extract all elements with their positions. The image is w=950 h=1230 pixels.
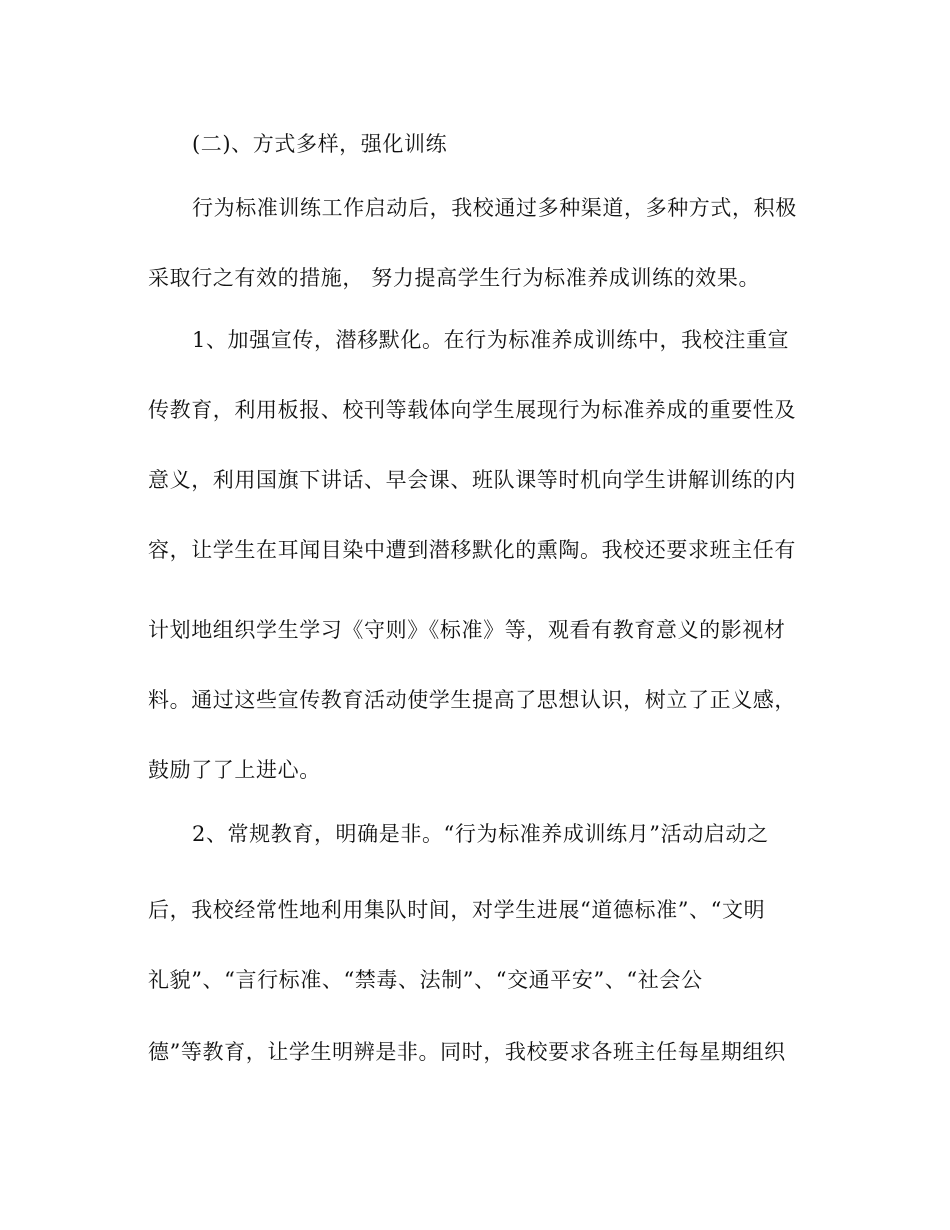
paragraph-line: 料。通过这些宣传教育活动使学生提高了思想认识，树立了正义感， <box>148 688 796 712</box>
paragraph-line: 容，让学生在耳闻目染中遭到潜移默化的熏陶。我校还要求班主任有 <box>148 538 796 562</box>
paragraph-line: 礼貌”、“言行标准、“禁毒、法制”、“交通平安”、“社会公 <box>148 968 703 992</box>
paragraph-line: 传教育，利用板报、校刊等载体向学生展现行为标准养成的重要性及 <box>148 398 796 422</box>
section-heading: (二)、方式多样，强化训练 <box>192 132 448 156</box>
paragraph-line: 2、常规教育，明确是非。“行为标准养成训练月”活动启动之 <box>192 822 769 846</box>
paragraph-line: 意义，利用国旗下讲话、早会课、班队课等时机向学生讲解训练的内 <box>148 468 796 492</box>
paragraph-line: 鼓励了了上进心。 <box>148 758 321 782</box>
paragraph-line: 计划地组织学生学习《守则》《标准》等，观看有教育意义的影视材 <box>148 618 786 642</box>
paragraph-line: 后，我校经常性地利用集队时间，对学生进展“道德标准”、“文明 <box>148 898 766 922</box>
paragraph-line: 德”等教育，让学生明辨是非。同时，我校要求各班主任每星期组织 <box>148 1040 786 1064</box>
paragraph-line: 采取行之有效的措施， 努力提高学生行为标准养成训练的效果。 <box>148 266 761 290</box>
paragraph-line: 行为标准训练工作启动后，我校通过多种渠道，多种方式，积极 <box>192 196 797 220</box>
paragraph-line: 1、加强宣传，潜移默化。在行为标准养成训练中，我校注重宣 <box>192 328 790 352</box>
